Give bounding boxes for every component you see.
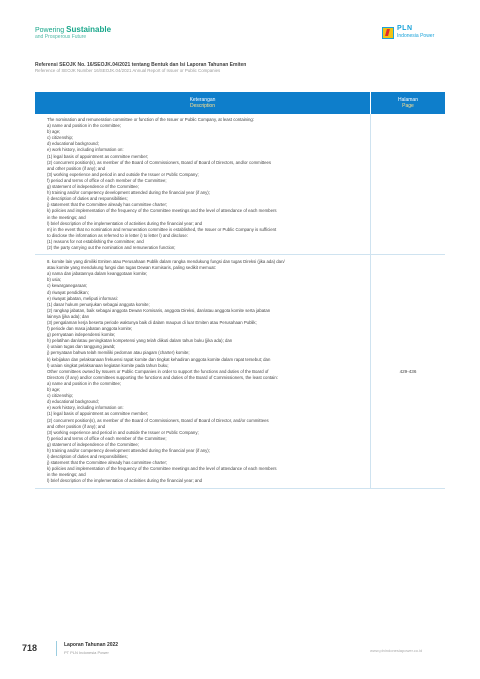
- description-line: e) work history, including information on:: [47, 405, 124, 411]
- description-line: h) training and/or competency development attended during the financial year (if any);: [47, 190, 210, 196]
- website-url: www.plnindonesiapower.co.id: [370, 648, 423, 653]
- description-line: (2) concurrent position(s), as member of the Board of Commissioners, Board of Board of Director, and/or committees: [47, 417, 269, 423]
- table-row: [35, 114, 445, 255]
- lightning-icon: [382, 27, 394, 39]
- description-line: k) policies and implementation of the frequency of the Committee meetings and the level of attendance of each members: [47, 466, 277, 472]
- row-description: [35, 114, 371, 255]
- description-line: a) name and position in the committee;: [47, 380, 122, 386]
- description-line: The nomination and remuneration committee or function of the Issuer or Public Company, at least containing:: [47, 117, 254, 122]
- description-line: in the meetings; and: [47, 214, 86, 220]
- description-line: and other position (if any); and: [47, 423, 106, 429]
- row-page-ref: 429-436: [371, 255, 446, 488]
- tagline-prefix: Powering: [35, 27, 65, 34]
- company-name: PT PLN Indonesia Power: [64, 650, 109, 655]
- description-line: g) statement of independence of the Committee;: [47, 184, 139, 190]
- description-line: f) period and terms of office of each member of the Committee;: [47, 435, 167, 441]
- footer-divider: [56, 641, 57, 656]
- description-line: e) riwayat jabatan, meliputi informasi:: [47, 295, 118, 301]
- page-number: 718: [22, 643, 38, 653]
- tagline: [35, 26, 111, 41]
- description-line: f) periode dan masa jabatan anggota komite;: [47, 326, 133, 332]
- description-line: b) age;: [47, 129, 61, 135]
- logo-name: PLN: [397, 25, 413, 32]
- description-line: in the meetings; and: [47, 472, 86, 478]
- table-row: [35, 255, 445, 488]
- pln-logo: [382, 26, 444, 40]
- description-line: h) pelatihan dan/atau peningkatan kompetensi yang telah diikuti dalam tahun buku (jika ada); dan: [47, 338, 233, 344]
- description-line: (2) concurrent position(s), as member of the Board of Commissioners, Board of Board of Directors, and/or committees: [47, 159, 272, 165]
- description-line: a) name and position in the committee;: [47, 123, 122, 129]
- description-line: k) kebijakan dan pelaksanaan frekuensi rapat komite dan tingkat kehadiran anggota komite dalam rapat tersebut; dan: [47, 356, 271, 362]
- description-line: i) uraian tugas dan tanggung jawab;: [47, 344, 116, 350]
- logo-sub: Indonesia Power: [397, 33, 435, 39]
- description-line: 8. komite lain yang dimiliki Emiten atau Perusahaan Publik dalam rangka mendukung fungsi dan tugas Direksi (jika ada) dan/: [47, 259, 285, 265]
- description-line: f) period and terms of office of each member of the Committee;: [47, 177, 167, 183]
- description-line: h) training and/or competency development attended during the financial year (if any);: [47, 447, 210, 453]
- description-line: d) educational background;: [47, 141, 99, 147]
- row-description: [35, 255, 371, 488]
- description-line: (3) pengalaman kerja beserta periode waktunya baik di dalam maupun di luar Emiten atau Perusahaan Publik;: [47, 320, 257, 325]
- description-line: (1) dasar hukum penunjukan sebagai anggota komite;: [47, 301, 150, 307]
- header-page: Halaman Page: [371, 92, 446, 114]
- description-line: l) brief description of the implementation of activities during the financial year; and: [47, 220, 203, 226]
- description-line: c) kewarganegaraan;: [47, 283, 88, 289]
- report-title: Laporan Tahunan 2022: [64, 642, 119, 648]
- description-line: i) description of duties and responsibilities;: [47, 196, 128, 202]
- reference-table: [35, 92, 445, 489]
- description-line: a) nama dan jabatannya dalam keanggotaan komite;: [47, 271, 148, 277]
- description-line: b) usia;: [47, 277, 62, 283]
- description-line: j) statement that the Committee already has committee charter;: [47, 460, 168, 466]
- description-line: (2) rangkap jabatan, baik sebagai anggota Dewan Komisaris, anggota Direksi, dan/atau anggota komite serta jabatan: [47, 307, 271, 313]
- description-line: c) citizenship;: [47, 135, 74, 141]
- description-line: i) description of duties and responsibilities;: [47, 454, 128, 460]
- description-line: e) work history, including information on:: [47, 147, 124, 153]
- tagline-sub: and Prosperous Future: [35, 34, 87, 40]
- description-line: k) policies and implementation of the frequency of the Committee meetings and the level of attendance of each members: [47, 208, 277, 214]
- description-line: d) educational background;: [47, 399, 99, 405]
- description-line: (3) working experience and period in and outside the Issuer or Public Company;: [47, 429, 199, 435]
- reference-title: Referensi SEOJK No. 16/SEOJK.04/2021 tentang Bentuk dan Isi Laporan Tahunan Emiten: [35, 62, 247, 68]
- description-line: m) in the event that no nomination and remuneration committee is established, the Issuer or Public Company is sufficient: [47, 226, 277, 232]
- description-line: Other committees owned by Issuers or Public Companies in order to support the functions and duties of the Board of: [47, 368, 269, 374]
- description-line: j) pernyataan bahwa telah memiliki pedoman atau piagam (charter) komite;: [47, 350, 190, 356]
- row-page-ref: [371, 114, 446, 255]
- description-line: lainnya (jika ada); dan: [47, 313, 90, 319]
- description-line: l) uraian singkat pelaksanaan kegiatan komite pada tahun buku;: [47, 362, 169, 368]
- description-line: l) brief description of the implementation of activities during the financial year; and: [47, 478, 203, 484]
- tagline-bold: Sustainable: [66, 25, 112, 34]
- description-line: (3) working experience and period in and outside the Issuer or Public Company;: [47, 171, 199, 177]
- description-line: atau komite yang mendukung fungsi dan tugas Dewan Komisaris, paling sedikit memuat:: [47, 265, 216, 271]
- header-description: Keterangan Description: [35, 92, 371, 114]
- description-line: c) citizenship;: [47, 393, 74, 399]
- description-line: g) statement of independence of the Committee;: [47, 441, 139, 447]
- description-line: d) riwayat pendidikan;: [47, 289, 89, 295]
- description-line: and other position (if any); and: [47, 165, 106, 171]
- description-line: j) statement that the Committee already has committee charter;: [47, 202, 168, 208]
- description-line: (2) the party carrying out the nomination and remuneration function;: [47, 244, 176, 250]
- description-line: (1) reasons for not establishing the committee; and: [47, 238, 144, 244]
- reference-subtitle: Reference of SEOJK Number 16/SEOJK.04/2021 Annual Report of Issuer or Public Companies: [35, 68, 221, 73]
- description-line: (1) legal basis of appointment as committee member;: [47, 153, 149, 159]
- description-line: to disclose the information as referred to in letter i) to letter l) and disclose:: [47, 232, 188, 238]
- description-line: Directors (if any) and/or committees supporting the functions and duties of the Board of Commissioners, the least contain:: [47, 374, 278, 380]
- description-line: g) pernyataan independensi komite;: [47, 332, 116, 338]
- description-line: (1) legal basis of appointment as committee member;: [47, 411, 149, 417]
- table-header-row: [35, 92, 445, 114]
- description-line: b) age;: [47, 387, 61, 393]
